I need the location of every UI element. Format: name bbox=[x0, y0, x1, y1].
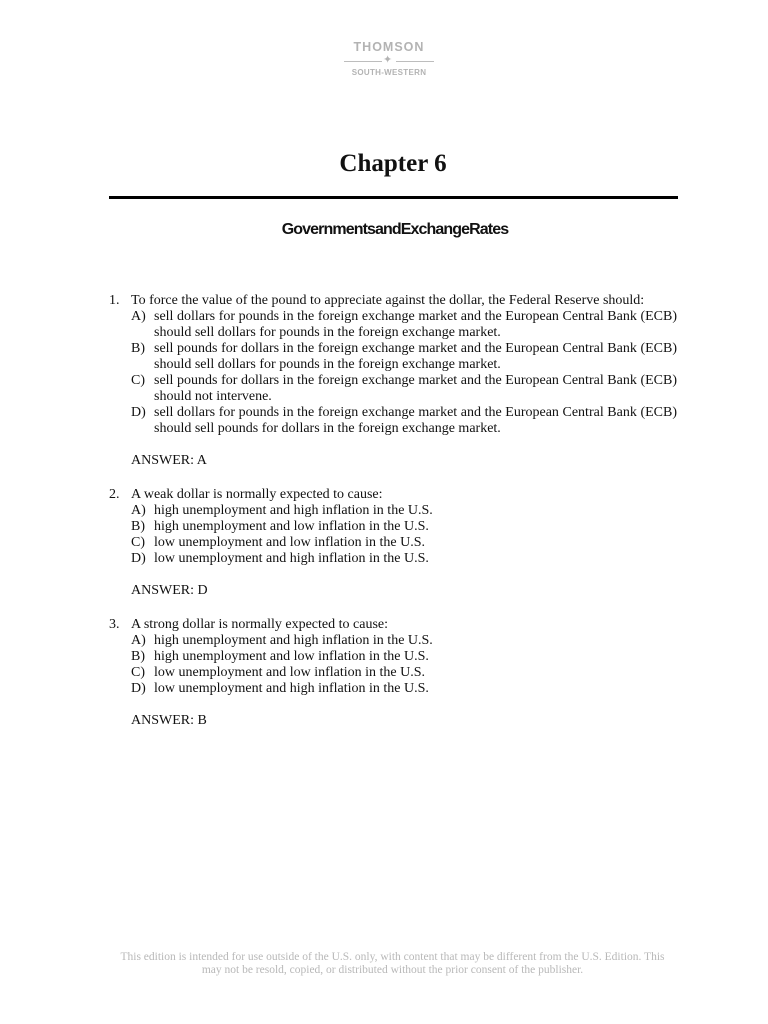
question-number: 3. bbox=[109, 617, 120, 632]
option-d bbox=[131, 681, 677, 697]
option-text: sell dollars for pounds in the foreign exchange market and the European Central Bank (ECB) should sell dollars for pounds in the foreign exchange market. bbox=[154, 309, 677, 340]
question-text: A weak dollar is normally expected to cause: bbox=[131, 487, 383, 502]
option-c bbox=[131, 373, 677, 405]
option-text: high unemployment and low inflation in the U.S. bbox=[154, 519, 429, 534]
option-text: sell pounds for dollars in the foreign exchange market and the European Central Bank (ECB) should not intervene. bbox=[154, 373, 677, 404]
option-letter: B) bbox=[131, 649, 145, 664]
option-text: high unemployment and high inflation in the U.S. bbox=[154, 633, 433, 648]
logo-top-text: THOMSON bbox=[353, 40, 425, 54]
option-text: high unemployment and high inflation in the U.S. bbox=[154, 503, 433, 518]
option-a bbox=[131, 633, 677, 649]
title-rule bbox=[109, 196, 678, 199]
option-letter: D) bbox=[131, 681, 146, 696]
option-text: low unemployment and high inflation in the U.S. bbox=[154, 681, 429, 696]
question-2 bbox=[109, 487, 677, 599]
option-b bbox=[131, 341, 677, 373]
question-number: 1. bbox=[109, 293, 120, 308]
option-text: low unemployment and low inflation in the U.S. bbox=[154, 535, 426, 550]
option-letter: B) bbox=[131, 519, 145, 534]
logo-bottom-text: SOUTH-WESTERN bbox=[351, 68, 427, 77]
star-icon: ✦ bbox=[383, 53, 393, 66]
answer-line: ANSWER: B bbox=[131, 713, 207, 728]
option-letter: C) bbox=[131, 373, 145, 388]
option-text: sell pounds for dollars in the foreign exchange market and the European Central Bank (ECB) should sell dollars for pounds in the foreign exchange market. bbox=[154, 341, 677, 372]
question-list bbox=[109, 293, 677, 747]
option-letter: A) bbox=[131, 503, 146, 518]
question-text: To force the value of the pound to appreciate against the dollar, the Federal Reserve should: bbox=[131, 293, 645, 308]
footer-line-2: may not be resold, copied, or distributed without the prior consent of the publisher. bbox=[201, 964, 584, 976]
option-letter: A) bbox=[131, 309, 146, 324]
chapter-title: Chapter 6 bbox=[339, 150, 447, 177]
option-letter: C) bbox=[131, 535, 145, 550]
footer-line-1: This edition is intended for use outside of the U.S. only, with content that may be different from the U.S. Edition. This bbox=[120, 951, 665, 963]
option-a bbox=[131, 503, 677, 519]
logo-divider bbox=[330, 55, 448, 67]
option-c bbox=[131, 535, 677, 551]
option-letter: D) bbox=[131, 405, 146, 420]
option-d bbox=[131, 551, 677, 567]
option-letter: A) bbox=[131, 633, 146, 648]
option-b bbox=[131, 519, 677, 535]
question-1 bbox=[109, 293, 677, 469]
option-letter: D) bbox=[131, 551, 146, 566]
option-c bbox=[131, 665, 677, 681]
option-text: high unemployment and low inflation in the U.S. bbox=[154, 649, 429, 664]
option-a bbox=[131, 309, 677, 341]
option-text: low unemployment and high inflation in the U.S. bbox=[154, 551, 429, 566]
option-text: low unemployment and low inflation in the U.S. bbox=[154, 665, 426, 680]
question-3 bbox=[109, 617, 677, 729]
option-letter: B) bbox=[131, 341, 145, 356]
option-letter: C) bbox=[131, 665, 145, 680]
answer-line: ANSWER: A bbox=[131, 453, 207, 468]
publisher-logo bbox=[330, 40, 448, 84]
answer-line: ANSWER: D bbox=[131, 583, 208, 598]
option-b bbox=[131, 649, 677, 665]
question-text: A strong dollar is normally expected to cause: bbox=[131, 617, 388, 632]
option-text: sell dollars for pounds in the foreign exchange market and the European Central Bank (ECB) should sell pounds for dollars in the foreign exchange market. bbox=[154, 405, 677, 436]
copyright-notice bbox=[100, 951, 685, 977]
option-d bbox=[131, 405, 677, 437]
question-number: 2. bbox=[109, 487, 120, 502]
chapter-subtitle: GovernmentsandExchangeRates bbox=[281, 221, 509, 238]
